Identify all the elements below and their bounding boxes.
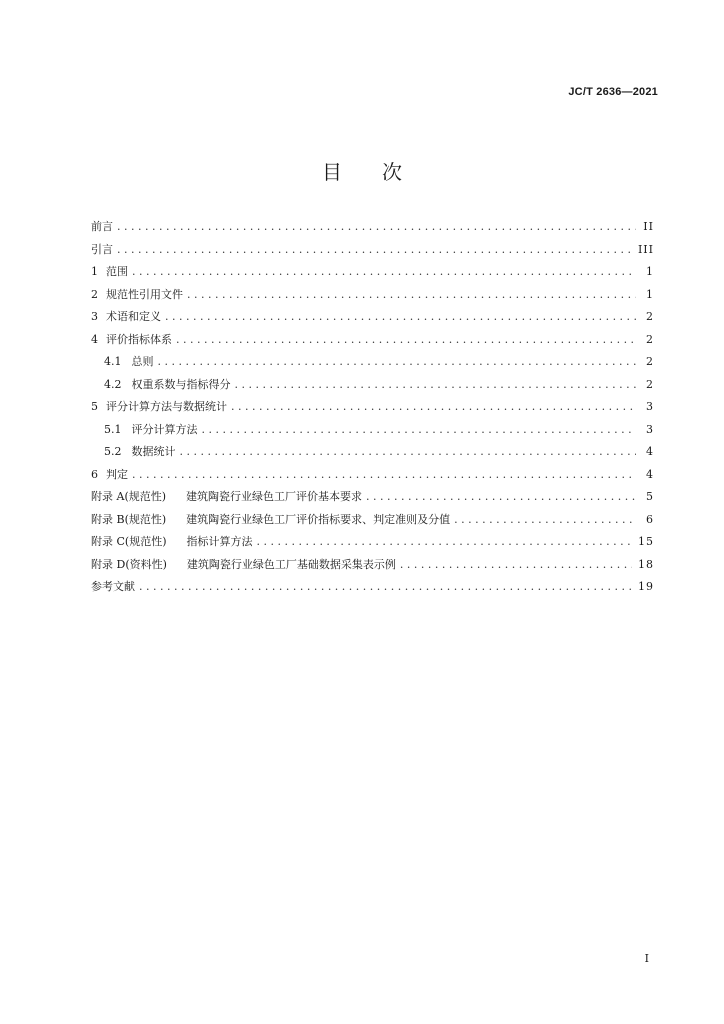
toc-entry[interactable]	[91, 421, 654, 444]
toc-entry-label: 指标计算方法	[186, 535, 253, 548]
standard-code: JC/T 2636—2021	[568, 86, 658, 98]
toc-entry[interactable]	[91, 488, 654, 511]
toc-leader-dots	[158, 355, 637, 368]
toc-entry-number: 4.1	[104, 355, 122, 368]
toc-entry[interactable]	[91, 533, 654, 556]
toc-entry-number: 2	[91, 287, 98, 301]
toc-entry-page: 1	[646, 287, 654, 301]
toc-entry[interactable]	[91, 466, 654, 489]
toc-leader-dots	[257, 535, 633, 548]
toc-leader-dots	[366, 490, 636, 503]
toc-entry-label: 评分计算方法	[131, 422, 198, 436]
toc-leader-dots	[139, 580, 632, 593]
page-title-char-1: 目	[322, 160, 342, 184]
toc-entry[interactable]	[91, 308, 654, 331]
toc-entry-label: 评价指标体系	[106, 332, 172, 346]
toc-entry[interactable]	[91, 578, 654, 601]
toc-entry-page: 18	[638, 557, 654, 571]
toc-entry-page: III	[637, 242, 654, 256]
toc-entry-label: 规范性引用文件	[106, 287, 183, 301]
toc-entry-label: 判定	[106, 467, 128, 481]
toc-leader-dots	[400, 558, 632, 571]
toc-entry[interactable]	[91, 376, 654, 399]
toc-entry-label: 建筑陶瓷行业绿色工厂评价基本要求	[186, 490, 363, 503]
toc-leader-dots	[165, 310, 636, 323]
toc-entry[interactable]	[91, 218, 654, 241]
toc-entry-page: 6	[646, 512, 654, 526]
toc-leader-dots	[117, 220, 636, 233]
toc-entry[interactable]	[91, 286, 654, 309]
toc-entry-number: 附录 D(资料性)	[91, 557, 167, 571]
toc-entry-label: 引言	[91, 242, 113, 256]
toc-entry[interactable]	[91, 241, 654, 264]
toc-leader-dots	[454, 513, 636, 526]
toc-entry-label: 术语和定义	[106, 310, 161, 323]
toc-leader-dots	[202, 423, 637, 436]
toc-entry-label: 评分计算方法与数据统计	[106, 400, 227, 413]
toc-entry-number: 4.2	[104, 377, 122, 391]
toc-entry-number: 1	[91, 265, 98, 278]
toc-entry-page: 15	[638, 535, 654, 548]
page-title-char-2: 次	[382, 160, 402, 184]
toc-entry-page: 2	[646, 355, 654, 368]
toc-entry-number: 附录 C(规范性)	[91, 535, 167, 548]
page-title	[0, 156, 724, 185]
toc-entry-number: 5	[91, 400, 98, 413]
toc-entry-page: 4	[646, 445, 654, 458]
toc-entry-page: 4	[646, 467, 654, 481]
toc-entry-label: 建筑陶瓷行业绿色工厂基础数据采集表示例	[186, 557, 396, 571]
toc-entry-page: 5	[646, 490, 654, 503]
toc-entry[interactable]	[91, 511, 654, 534]
toc-entry-label: 总则	[131, 355, 154, 368]
toc-leader-dots	[132, 468, 636, 481]
toc-leader-dots	[235, 378, 637, 391]
toc-leader-dots	[117, 243, 632, 256]
toc-entry[interactable]	[91, 443, 654, 466]
toc-entry-page: II	[643, 220, 654, 233]
toc-entry-page: 3	[646, 400, 654, 413]
toc-entry-number: 4	[91, 332, 98, 346]
toc-entry-page: 3	[646, 422, 654, 436]
toc-entry-label: 建筑陶瓷行业绿色工厂评价指标要求、判定准则及分值	[186, 512, 451, 526]
toc-entry-number: 附录 A(规范性)	[91, 490, 167, 503]
toc-leader-dots	[132, 265, 636, 278]
toc-entry[interactable]	[91, 331, 654, 354]
toc-entry[interactable]	[91, 353, 654, 376]
toc-leader-dots	[187, 288, 636, 301]
toc-entry-label: 参考文献	[91, 580, 135, 593]
toc-entry-label: 权重系数与指标得分	[131, 377, 231, 391]
toc-entry-number: 附录 B(规范性)	[91, 512, 167, 526]
toc-entry[interactable]	[91, 263, 654, 286]
toc-entry-label: 范围	[106, 265, 128, 278]
toc-entry-number: 6	[91, 467, 98, 481]
toc-entry-page: 2	[646, 310, 654, 323]
toc-leader-dots	[180, 445, 637, 458]
toc-entry[interactable]	[91, 398, 654, 421]
toc-leader-dots	[231, 400, 636, 413]
toc-leader-dots	[176, 333, 636, 346]
toc-entry-number: 5.1	[104, 422, 122, 436]
toc-entry-label: 前言	[91, 220, 113, 233]
toc-entry[interactable]	[91, 556, 654, 579]
toc-entry-page: 2	[646, 377, 654, 391]
toc-entry-number: 3	[91, 310, 98, 323]
toc-entry-page: 19	[638, 580, 654, 593]
toc-entry-page: 2	[646, 332, 654, 346]
toc-entry-page: 1	[646, 265, 654, 278]
table-of-contents	[91, 218, 654, 601]
page-number: I	[644, 952, 649, 965]
toc-entry-label: 数据统计	[131, 445, 176, 458]
toc-entry-number: 5.2	[104, 445, 122, 458]
